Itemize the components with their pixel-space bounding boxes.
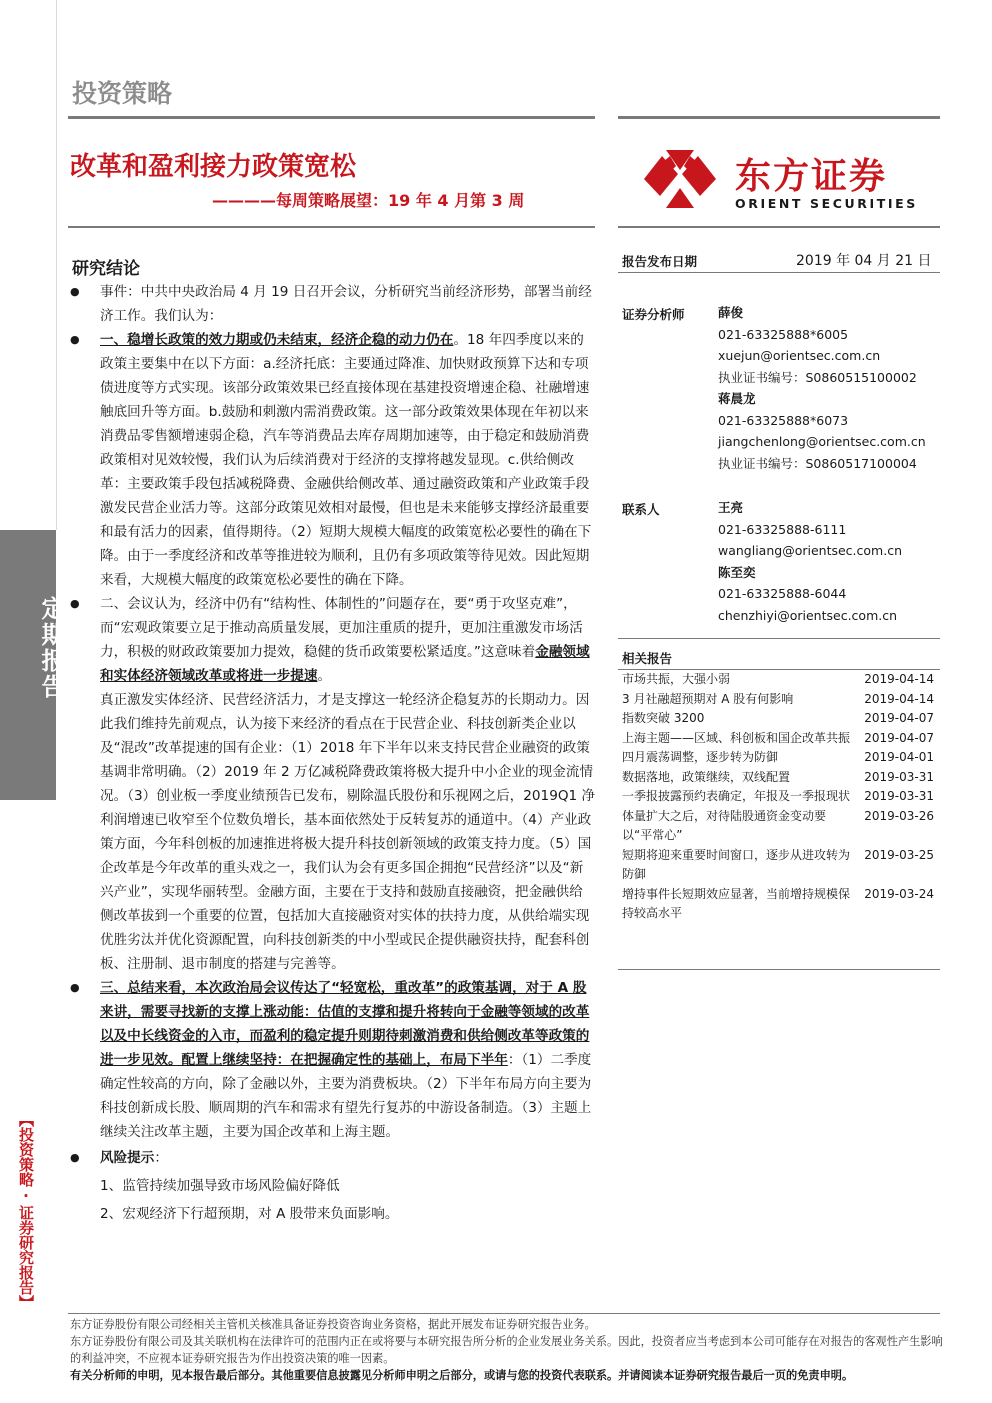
footer-line: 东方证券股份有限公司及其关联机构在法律许可的范围内正在或将要与本研究报告所分析的企业发展业务关系。因此，投资者应当考虑到本公司可能存在对报告的客观性产生影响的利益冲突，不应视本证券研究报告为作出投资决策的唯一因素。 bbox=[70, 1335, 943, 1365]
bullet-icon: ● bbox=[70, 1151, 80, 1164]
contact-email[interactable]: chenzhiyi@orientsec.com.cn bbox=[718, 607, 898, 623]
research-body bbox=[70, 280, 596, 1226]
report-title[interactable]: 短期将迎来重要时间窗口，逐步从进攻转为防御 bbox=[622, 847, 851, 881]
divider bbox=[68, 226, 595, 228]
list-item[interactable] bbox=[622, 709, 934, 729]
report-date: 2019-03-24 bbox=[864, 886, 934, 901]
related-reports-label: 相关报告 bbox=[622, 651, 673, 666]
contact-email[interactable]: wangliang@orientsec.com.cn bbox=[718, 543, 902, 558]
analyst-email[interactable]: jiangchenlong@orientsec.com.cn bbox=[718, 434, 926, 449]
report-date: 2019-03-31 bbox=[864, 769, 934, 784]
report-date: 2019-03-25 bbox=[864, 847, 934, 862]
key-point-3: 三、总结来看，本次政治局会议传达了“轻宽松，重改革”的政策基调，对于 A 股来讲，需要寻找新的支撑上涨动能：估值的支撑和提升将转向于金融等领域的改革以及中长线资金的入市，而盈利的稳定提升则期待刺激消费和供给侧改革等政策的进一步见效。配置上继续坚持：在把握确定性的基础上，布局下半年 bbox=[100, 980, 590, 1068]
analyst-cert: 执业证书编号：S0860517100004 bbox=[718, 455, 917, 471]
analyst-phone: 021-63325888*6073 bbox=[718, 412, 849, 428]
bullet-icon: ● bbox=[70, 333, 80, 346]
footer-divider bbox=[68, 1313, 940, 1314]
company-logo-icon bbox=[638, 144, 722, 218]
page-subtitle: ————每周策略展望：19 年 4 月第 3 周 bbox=[212, 191, 525, 210]
paragraph-event: ● 事件：中共中央政治局 4 月 19 日召开会议，分析研究当前经济形势，部署当前经济工作。我们认为： bbox=[70, 280, 596, 328]
report-date: 2019-04-07 bbox=[864, 711, 934, 725]
report-date: 2019-04-14 bbox=[864, 691, 934, 706]
contact-name: 王亮 bbox=[718, 500, 744, 515]
report-date: 2019-03-31 bbox=[864, 789, 934, 803]
logo-name-en: ORIENT SECURITIES bbox=[735, 196, 918, 211]
paragraph-analysis: 真正激发实体经济、民营经济活力，才是支撑这一轮经济企稳复苏的长期动力。因此我们维持先前观点，认为接下来经济的看点在于民营企业、科技创新类企业以及“混改”改革提速的国有企业：（1）2018 年下半年以来支持民营企业融资的政策基调非常明确。（2）2019 年 2 万亿减税降费政策将极大提升中小企业的现金流情况。（3）创业板一季度业绩预告已发布，剔除温氏股份和乐视网之后，2019Q1 净利润增速已收窄至个位数负增长，基本面依然处于反转复苏的通道中。（4）产业政策方面，今年科创板的加速推进将极大提升科技创新领域的政策支持力度。（5）国企改革是今年改革的重头戏之一，我们认为会有更多国企拥抱“民营经济”以及“新兴产业”，实现华丽转型。金融方面，主要在于支持和鼓励直接融资，把金融供给侧改革拔到一个重要的位置，包括加大直接融资对实体的扶持力度，从供给端实现优胜劣汰并优化资源配置，向科技创新类的中小型或民企提供融资扶持，配套科创板、注册制、退市制度的搭建与完善等。 bbox=[100, 692, 596, 972]
key-point-1: 一、稳增长政策的效力期或仍未结束，经济企稳的动力仍在 bbox=[100, 332, 454, 348]
related-reports-list bbox=[622, 670, 934, 924]
paragraph-point-2: ● 二、会议认为，经济中仍有“结构性、体制性的”问题存在，要“勇于攻坚克难”，而“宏观政策要立足于推动高质量发展，更加注重质的提升，更加注重激发市场活力，积极的财政政策要加力提效，稳健的货币政策要松紧适度。”这意味着金融领域和实体经济领域改革或将进一步提速。 bbox=[70, 592, 596, 688]
risk-item: 1、监管持续加强导致市场风险偏好降低 bbox=[100, 1178, 340, 1194]
report-title[interactable]: 上海主题——区域、科创板和国企改革共振 bbox=[622, 730, 851, 745]
research-heading: 研究结论 bbox=[72, 259, 140, 279]
list-item[interactable] bbox=[622, 885, 934, 924]
divider bbox=[618, 226, 940, 228]
divider bbox=[618, 116, 940, 119]
page-title: 改革和盈利接力政策宽松 bbox=[70, 152, 357, 182]
list-item[interactable] bbox=[622, 787, 934, 807]
paragraph-point-1: ● 一、稳增长政策的效力期或仍未结束，经济企稳的动力仍在。18 年四季度以来的政策主要集中在以下方面：a.经济托底：主要通过降准、加快财政预算下达和专项债进度等方式实现。该部分政策效果已经直接体现在基建投资增速企稳、社融增速触底回升等方面。b.鼓励和刺激内需消费政策。这一部分政策效果体现在年初以来消费品零售额增速弱企稳，汽车等消费品去库存周期加速等，由于稳定和鼓励消费政策相对见效较慢，我们认为后续消费对于经济的支撑将越发显现。c.供给侧改革：主要政策手段包括减税降费、金融供给侧改革、通过融资政策和产业政策手段激发民营企业活力等。这部分政策见效相对最慢，但也是未来能够支撑经济最重要和最有活力的因素，值得期待。（2）短期大规模大幅度的政策宽松必要性的确在下降。由于一季度经济和改革等推进较为顺利，且仍有多项政策等待见效。因此短期来看，大规模大幅度的政策宽松必要性的确在下降。 bbox=[70, 328, 596, 592]
report-title[interactable]: 一季报披露预约表确定，年报及一季报现状 bbox=[622, 789, 851, 803]
list-item[interactable] bbox=[622, 748, 934, 768]
report-title[interactable]: 数据落地，政策继续，双线配置 bbox=[622, 769, 791, 784]
report-date: 2019-03-26 bbox=[864, 808, 934, 823]
analyst-name: 蒋晨龙 bbox=[718, 391, 756, 406]
sidebar-report-category: 【投资策略·证券研究报告】 bbox=[17, 1112, 35, 1310]
list-item[interactable] bbox=[622, 768, 934, 788]
list-item[interactable] bbox=[622, 729, 934, 749]
risk-item: 2、宏观经济下行超预期，对 A 股带来负面影响。 bbox=[100, 1206, 399, 1222]
paragraph-point-3: ● 三、总结来看，本次政治局会议传达了“轻宽松，重改革”的政策基调，对于 A 股来讲，需要寻找新的支撑上涨动能：估值的支撑和提升将转向于金融等领域的改革以及中长线资金的入市，而盈利的稳定提升则期待刺激消费和供给侧改革等政策的进一步见效。配置上继续坚持：在把握确定性的基础上，布局下半年：（1）二季度确定性较高的方向，除了金融以外，主要为消费板块。（2）下半年布局方向主要为科技创新成长股、顺周期的汽车和需求有望先行复苏的中游设备制造。（3）主题上继续关注改革主题，主要为国企改革和上海主题。 bbox=[70, 976, 596, 1144]
section-label: 投资策略 bbox=[72, 79, 173, 108]
report-date: 2019-04-07 bbox=[864, 730, 934, 745]
list-item[interactable] bbox=[622, 807, 934, 846]
divider bbox=[618, 969, 940, 970]
key-point-2: 金融领域和实体经济领域改革或将进一步提速 bbox=[100, 644, 590, 684]
report-title[interactable]: 指数突破 3200 bbox=[622, 711, 705, 725]
report-title[interactable]: 3 月社融超预期对 A 股有何影响 bbox=[622, 691, 794, 706]
bullet-icon: ● bbox=[70, 285, 80, 298]
analyst-cert: 执业证书编号：S0860515100002 bbox=[718, 369, 917, 385]
analyst-phone: 021-63325888*6005 bbox=[718, 326, 849, 342]
contact-name: 陈至奕 bbox=[718, 564, 756, 580]
divider bbox=[618, 638, 940, 639]
contact-label: 联系人 bbox=[622, 502, 660, 517]
list-item[interactable] bbox=[622, 846, 934, 885]
analyst-email[interactable]: xuejun@orientsec.com.cn bbox=[718, 348, 881, 363]
divider bbox=[618, 272, 940, 273]
report-title[interactable]: 四月震荡调整，逐步转为防御 bbox=[622, 750, 779, 764]
risk-heading: 风险提示 bbox=[100, 1150, 155, 1166]
list-item[interactable] bbox=[622, 670, 934, 690]
bullet-icon: ● bbox=[70, 597, 80, 610]
contact-list bbox=[718, 497, 938, 626]
logo-name-cn: 东方证券 bbox=[735, 156, 888, 197]
report-title[interactable]: 增持事件长短期效应显著，当前增持规模保持较高水平 bbox=[622, 886, 851, 920]
list-item[interactable] bbox=[622, 690, 934, 710]
analyst-label: 证券分析师 bbox=[622, 307, 685, 322]
report-date: 2019-04-01 bbox=[864, 750, 934, 764]
report-title[interactable]: 市场共振，大强小弱 bbox=[622, 672, 731, 686]
paragraph-risk: ● 风险提示： bbox=[70, 1146, 596, 1170]
contact-phone: 021-63325888-6044 bbox=[718, 586, 847, 601]
bullet-icon: ● bbox=[70, 981, 80, 994]
publish-date: 2019 年 04 月 21 日 bbox=[796, 253, 932, 269]
sidebar-top bbox=[0, 0, 57, 530]
sidebar-report-type: 定期报告 bbox=[37, 596, 65, 700]
publish-date-label: 报告发布日期 bbox=[622, 254, 698, 269]
analyst-list bbox=[718, 302, 938, 474]
footer-line: 东方证券股份有限公司经相关主管机关核准具备证券投资咨询业务资格，据此开展发布证券研究报告业务。 bbox=[70, 1318, 596, 1331]
report-title[interactable]: 体量扩大之后，对待陆股通资金变动要以“平常心” bbox=[622, 808, 827, 842]
footer-line: 有关分析师的申明，见本报告最后部分。其他重要信息披露见分析师申明之后部分，或请与您的投资代表联系。并请阅读本证券研究报告最后一页的免责申明。 bbox=[70, 1369, 854, 1382]
footer-disclaimer bbox=[70, 1316, 950, 1384]
contact-phone: 021-63325888-6111 bbox=[718, 521, 847, 537]
analyst-name: 薛俊 bbox=[718, 305, 744, 320]
report-date: 2019-04-14 bbox=[864, 672, 934, 686]
divider bbox=[68, 116, 595, 119]
